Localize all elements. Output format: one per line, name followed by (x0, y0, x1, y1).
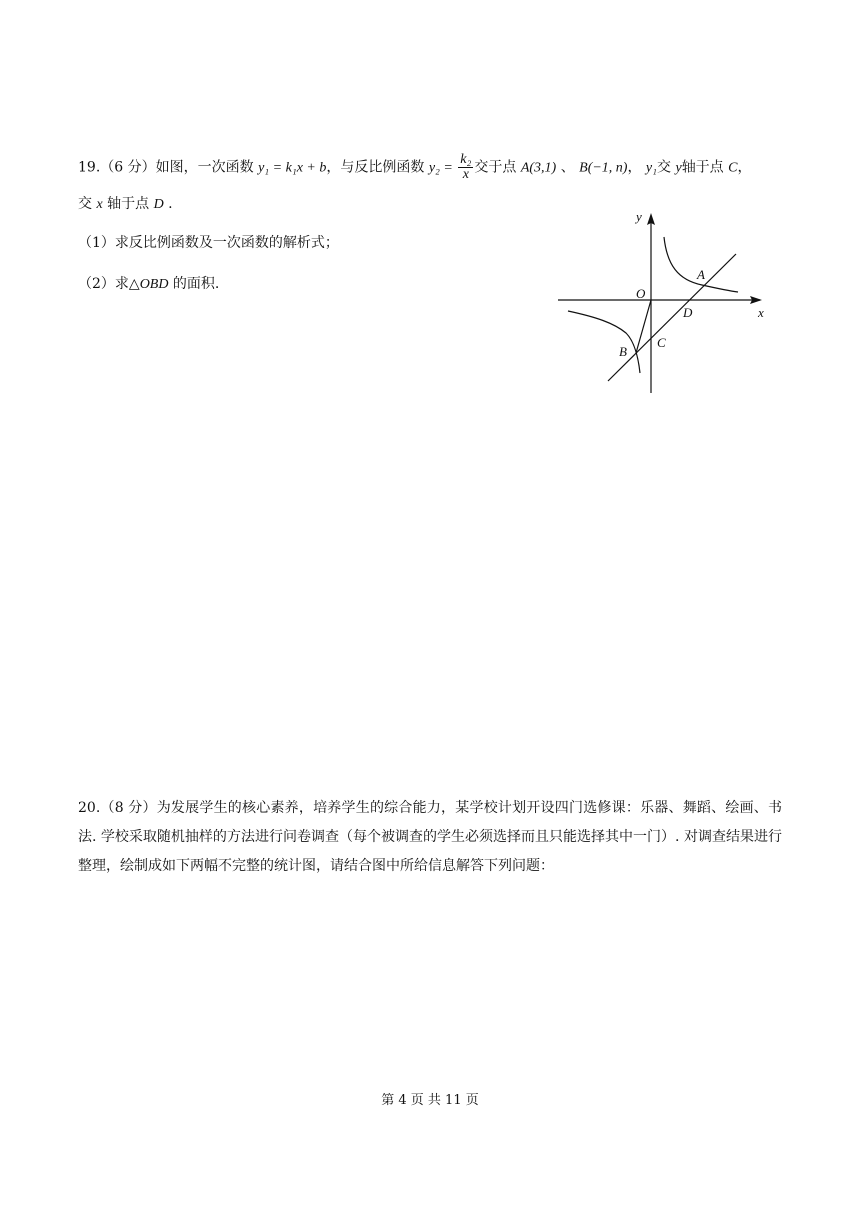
q20-paragraph (78, 794, 782, 881)
q19-point-a: A(3,1) (520, 160, 557, 176)
label-o: O (636, 286, 646, 301)
q19-sub-question-1 (78, 233, 339, 253)
q19-figure (550, 205, 780, 400)
q19-y-axis: y (675, 160, 682, 176)
hyperbola-branch-right (664, 237, 738, 292)
q19-tail-2: 交 (657, 159, 672, 176)
q19-tail-1: ， (627, 159, 642, 176)
q19-linear-equation: y₁ = k₁x + b (258, 160, 327, 176)
q19-sub2-a: （2）求△ (78, 276, 140, 292)
q19-fraction-denominator: x (462, 167, 469, 182)
label-y: y (636, 209, 642, 224)
q19-x-axis: x (96, 197, 103, 212)
q19-separator: 、 (560, 159, 575, 176)
q19-y1: y₁ (645, 160, 658, 176)
page-footer: 第 4 页 共 11 页 (381, 1093, 479, 1108)
q19-sub2-b: 的面积. (172, 276, 220, 292)
label-a: A (697, 267, 705, 282)
q19-points: （6 分） (100, 159, 156, 176)
q19-number: 19. (78, 159, 101, 176)
q19-inverse-fraction (458, 153, 473, 182)
q19-line2-c: . (168, 196, 173, 212)
q19-tail-3: 轴于点 (681, 159, 724, 176)
q19-sub2-obd: OBD (139, 277, 169, 292)
label-d: D (683, 305, 693, 320)
hyperbola-branch-left (568, 311, 640, 373)
q20-text: 为发展学生的核心素养，培养学生的综合能力，某学校计划开设四门选修课：乐器、舞蹈、绘画、书法. 学校采取随机抽样的方法进行问卷调查（每个被调查的学生必须选择而且只能选择其中一门）. 对调查结果进行整理，绘制成如下两幅不完整的统计图，请结合图中所给信息解答下列问题： (78, 800, 783, 874)
q19-tail-4: ， (737, 159, 752, 176)
label-c: C (657, 335, 666, 350)
q19-line-1 (78, 153, 751, 182)
q19-point-b: B(−1, n) (579, 160, 628, 176)
q19-mid: ，与反比例函数 (326, 159, 425, 176)
label-b: B (619, 344, 627, 359)
q19-lead: 如图，一次函数 (155, 159, 254, 176)
q19-fraction-numerator: k₂ (460, 152, 472, 167)
q20-points: （8 分） (100, 800, 157, 816)
q19-line-2 (78, 194, 173, 215)
q19-inverse-lhs: y₂ = (428, 160, 453, 176)
q19-sub1-text: （1）求反比例函数及一次函数的解析式； (78, 235, 339, 251)
q19-d-label: D (153, 197, 164, 212)
q19-line2-b: 轴于点 (107, 196, 150, 212)
label-x: x (758, 305, 764, 320)
q19-intersect: 交于点 (474, 159, 517, 176)
linear-function-line (608, 254, 736, 381)
q20-number: 20. (78, 800, 101, 816)
q19-c-label: C (728, 160, 738, 176)
q19-line2-a: 交 (78, 196, 92, 212)
q19-sub-question-2 (78, 274, 219, 295)
